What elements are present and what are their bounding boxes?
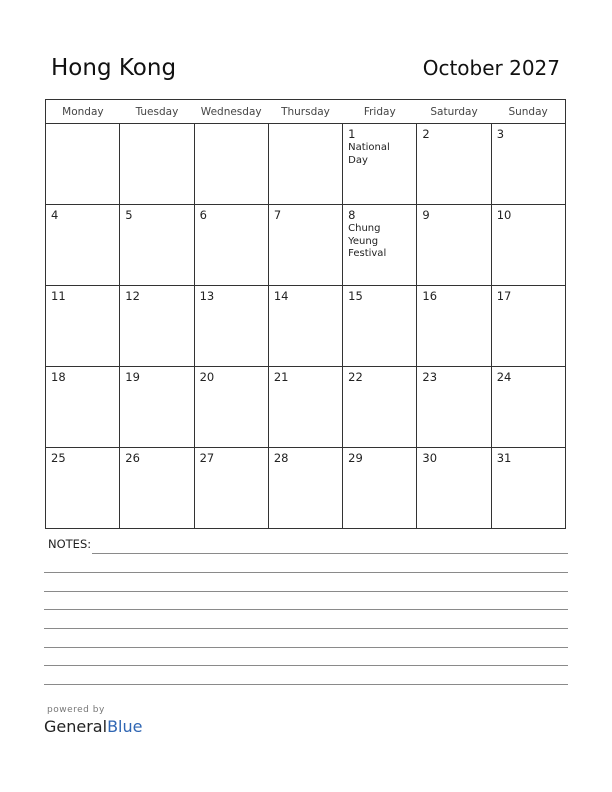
day-number: 27 [199, 451, 215, 465]
week-row [46, 286, 566, 367]
note-line [92, 553, 568, 554]
day-number: 23 [422, 370, 438, 384]
day-number: 26 [125, 451, 140, 465]
note-line [44, 647, 568, 648]
holiday-label: National Day [348, 142, 390, 166]
weekday-header: Tuesday [120, 100, 194, 124]
note-line [44, 609, 568, 610]
day-cell [268, 124, 342, 205]
week-row [46, 448, 566, 529]
weekday-header: Monday [46, 100, 120, 124]
day-cell [343, 205, 417, 286]
day-number: 11 [51, 289, 66, 303]
day-number: 25 [51, 451, 66, 465]
day-number: 19 [125, 370, 140, 384]
day-number: 18 [51, 370, 66, 384]
day-cell [120, 205, 194, 286]
day-cell [46, 367, 120, 448]
brand-general-text: General [44, 717, 108, 736]
day-number: 10 [496, 208, 512, 222]
powered-by-text: powered by [47, 705, 105, 715]
day-cell [120, 448, 194, 529]
day-cell [194, 205, 268, 286]
day-cell [268, 367, 342, 448]
day-number: 31 [496, 451, 512, 465]
day-number: 13 [199, 289, 215, 303]
week-row [46, 367, 566, 448]
day-number: 20 [199, 370, 215, 384]
holiday-label: Chung Yeung Festival [348, 223, 387, 259]
day-cell [194, 367, 268, 448]
weekday-header: Wednesday [194, 100, 268, 124]
day-cell [46, 124, 120, 205]
day-cell [268, 448, 342, 529]
month-year-title: October 2027 [422, 56, 560, 80]
day-number: 3 [496, 127, 505, 141]
day-cell [343, 367, 417, 448]
day-cell [417, 124, 491, 205]
day-number: 16 [422, 289, 438, 303]
day-cell [120, 124, 194, 205]
day-number: 6 [199, 208, 207, 222]
day-cell [194, 448, 268, 529]
day-cell [343, 448, 417, 529]
note-line [44, 572, 568, 573]
day-number: 22 [348, 370, 363, 384]
day-cell [46, 448, 120, 529]
week-row [46, 124, 566, 205]
day-cell [194, 286, 268, 367]
notes-label: NOTES: [48, 537, 92, 551]
day-number: 28 [273, 451, 289, 465]
day-cell [491, 448, 565, 529]
weekday-header: Saturday [417, 100, 491, 124]
day-number: 8 [348, 208, 356, 222]
day-cell [120, 367, 194, 448]
brand-blue-text: Blue [107, 717, 143, 736]
day-cell [491, 286, 565, 367]
day-number: 12 [125, 289, 140, 303]
note-line [44, 591, 568, 592]
day-number: 4 [51, 208, 59, 222]
day-number: 29 [348, 451, 363, 465]
day-number: 9 [422, 208, 430, 222]
day-number: 2 [422, 127, 430, 141]
day-cell [417, 367, 491, 448]
day-cell [417, 286, 491, 367]
weekday-header: Friday [343, 100, 417, 124]
weekday-header: Sunday [491, 100, 565, 124]
day-cell [491, 205, 565, 286]
day-cell [120, 286, 194, 367]
day-cell [343, 124, 417, 205]
day-cell [417, 448, 491, 529]
weekday-header: Thursday [268, 100, 342, 124]
day-number: 15 [348, 289, 363, 303]
day-number: 21 [273, 370, 289, 384]
week-row [46, 205, 566, 286]
day-number: 30 [422, 451, 438, 465]
day-number: 17 [496, 289, 512, 303]
generalblue-logo[interactable] [44, 717, 142, 736]
day-cell [194, 124, 268, 205]
note-line [44, 665, 568, 666]
day-cell [268, 205, 342, 286]
day-number: 24 [496, 370, 512, 384]
note-line [44, 628, 568, 629]
day-number: 7 [273, 208, 282, 222]
day-number: 14 [273, 289, 289, 303]
day-cell [491, 367, 565, 448]
day-cell [417, 205, 491, 286]
day-cell [343, 286, 417, 367]
weekday-header-row [46, 100, 566, 124]
day-number: 1 [348, 127, 356, 141]
day-cell [268, 286, 342, 367]
day-cell [46, 286, 120, 367]
day-cell [491, 124, 565, 205]
calendar-grid [45, 99, 566, 529]
note-line [44, 684, 568, 685]
country-title: Hong Kong [51, 55, 177, 81]
day-cell [46, 205, 120, 286]
day-number: 5 [125, 208, 133, 222]
